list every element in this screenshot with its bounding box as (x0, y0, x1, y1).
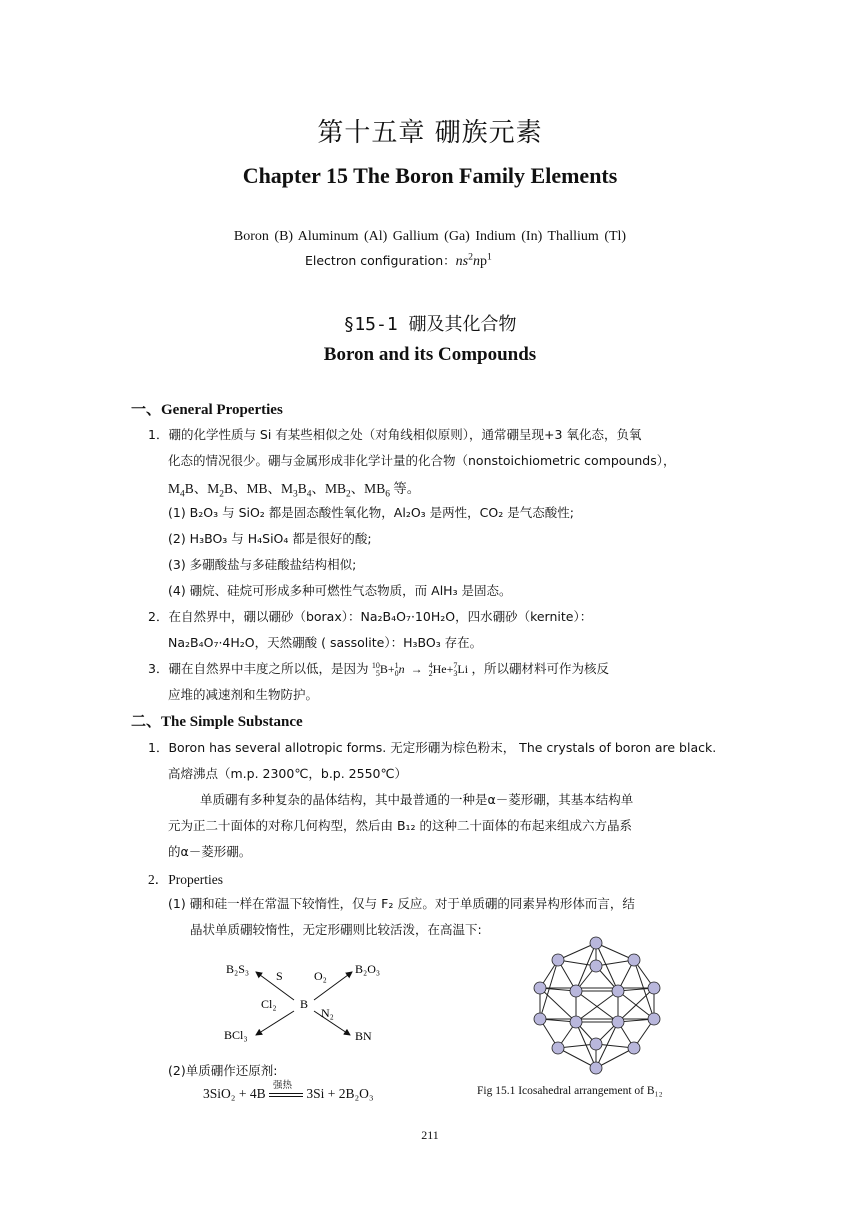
boron-atom (648, 1013, 660, 1025)
figure-caption: Fig 15.1 Icosahedral arrangement of B₁₂ (477, 1085, 663, 1097)
rxn-tl-reagent: S (276, 969, 283, 983)
chapter-title-en: Chapter 15 The Boron Family Elements (242, 163, 618, 188)
reducer-eq-left: 3SiO₂ + 4B (203, 1086, 266, 1101)
para3-post: ，所以硼材料可作为核反 (471, 661, 609, 676)
para1-line4: (1) B₂O₃ 与 SiO₂ 都是固态酸性氧化物，Al₂O₃ 是两性，CO₂ 是气态酸性; (168, 505, 574, 520)
para2-line2: Na₂B₄O₇·4H₂O，天然硼酸 ( sassolite）：H₃BO₃ 存在。 (168, 635, 483, 650)
boron-atom (648, 982, 660, 994)
heading-number: 二、 (131, 712, 162, 730)
page-number: 211 (421, 1128, 439, 1142)
boron-atom (534, 982, 546, 994)
para3-line2: 应堆的减速剂和生物防护。 (168, 687, 319, 702)
para1-line5: (2) H₃BO₃ 与 H₄SiO₄ 都是很好的酸; (168, 531, 372, 546)
electron-config-label: Electron configuration： (305, 253, 456, 268)
boron-atom (590, 1038, 602, 1050)
para3-line1 (148, 659, 609, 678)
heading-general-properties (131, 398, 283, 419)
rxn-br-reagent: N₂ (321, 1006, 334, 1020)
reducer-eq-cond-text: 强热 (272, 1079, 292, 1091)
heading-text: General Properties (161, 402, 283, 418)
icosahedron-bond (596, 1048, 634, 1068)
boron-atom (590, 1062, 602, 1074)
para2-line1: 2．在自然界中，硼以硼砂（borax）：Na₂B₄O₇·10H₂O，四水硼砂（kernite）： (148, 609, 593, 624)
para1-line6: (3) 多硼酸盐与多硅酸盐结构相似; (168, 557, 357, 572)
boron-atom (570, 1016, 582, 1028)
heading-text: The Simple Substance (161, 714, 303, 730)
icosahedron-figure (522, 936, 672, 1076)
reducer-heading: (2)单质硼作还原剂: (168, 1063, 278, 1078)
arrow-to-b2s3 (256, 972, 294, 1000)
boron-atom (534, 1013, 546, 1025)
electron-configuration: Electron configuration：$ns^2np^1$ (305, 251, 492, 269)
rxn-bl-reagent: Cl₂ (261, 997, 277, 1011)
simple-line3: 单质硼有多种复杂的晶体结构，其中最普通的一种是α－菱形硼，其基本结构单 (200, 792, 634, 807)
para1-line2: 化态的情况很少。硼与金属形成非化学计量的化合物（nonstoichiometric compounds）， (168, 453, 676, 468)
rxn-br-product: BN (355, 1029, 372, 1043)
boron-atom (570, 985, 582, 997)
arrow-to-bcl3 (256, 1011, 294, 1035)
nuclear-equation: 10 5 B+ 1 0 n → 4 2 He+ 7 3 Li (371, 660, 469, 678)
rxn-tr-product: B₂O₃ (355, 962, 381, 976)
para1-line3: $M_4B$、$M_2B$、MB、$M_3B_4$、$MB_2$、$MB_6$ 等。 (168, 481, 421, 500)
boron-atom (628, 1042, 640, 1054)
simple-line5: 的α－菱形硼。 (168, 844, 252, 859)
heading-simple-substance (131, 710, 303, 731)
reducer-eq-condition (269, 1079, 303, 1102)
rxn-tl-product: B₂S₃ (226, 962, 250, 976)
chapter-title-cn: 第十五章 硼族元素 (317, 118, 543, 148)
heading-number: 一、 (131, 400, 162, 418)
simple-line2: 高熔沸点（m.p. 2300℃，b.p. 2550℃） (168, 766, 408, 781)
boron-reaction-diagram (210, 955, 410, 1050)
boron-atom (590, 937, 602, 949)
para3-pre: 3．硼在自然界中丰度之所以低，是因为 (148, 661, 369, 676)
elements-line: Boron (B) Aluminum (Al) Gallium (Ga) Indium (In) Thallium (Tl) (233, 229, 627, 244)
para1-line7: (4) 硼烷、硅烷可形成多种可燃性气态物质，而 AlH₃ 是固态。 (168, 583, 512, 598)
section-title-en: Boron and its Compounds (323, 344, 537, 365)
icosahedron-bond (558, 1048, 596, 1068)
boron-atom (590, 960, 602, 972)
boron-atom (612, 1016, 624, 1028)
rxn-tr-reagent: O₂ (314, 969, 327, 983)
reducer-equation (203, 1079, 374, 1102)
rxn-center: B (299, 997, 309, 1011)
boron-atom (552, 1042, 564, 1054)
reducer-eq-right: 3Si + 2B₂O₃ (306, 1086, 374, 1101)
simple-line1: 1．Boron has several allotropic forms. 无定形硼为棕色粉末， The crystals of boron are black. (148, 740, 717, 755)
properties-heading: 2．Properties (148, 872, 223, 887)
simple-line4: 元为正二十面体的对称几何构型，然后由 B₁₂ 的这种二十面体的布起来组成六方晶系 (168, 818, 633, 833)
section-title-cn: §15-1 硼及其化合物 (343, 314, 517, 335)
boron-atom (612, 985, 624, 997)
properties-line1: (1) 硼和硅一样在常温下较惰性，仅与 F₂ 反应。对于单质硼的同素异构形体而言，结 (168, 896, 635, 911)
boron-atom (628, 954, 640, 966)
properties-line2: 晶状单质硼较惰性，无定形硼则比较活泼，在高温下: (190, 922, 482, 937)
boron-atom (552, 954, 564, 966)
para1-line1: 1．硼的化学性质与 Si 有某些相似之处（对角线相似原则），通常硼呈现+3 氧化态，负氧 (148, 427, 642, 442)
rxn-bl-product: BCl₃ (224, 1028, 248, 1042)
